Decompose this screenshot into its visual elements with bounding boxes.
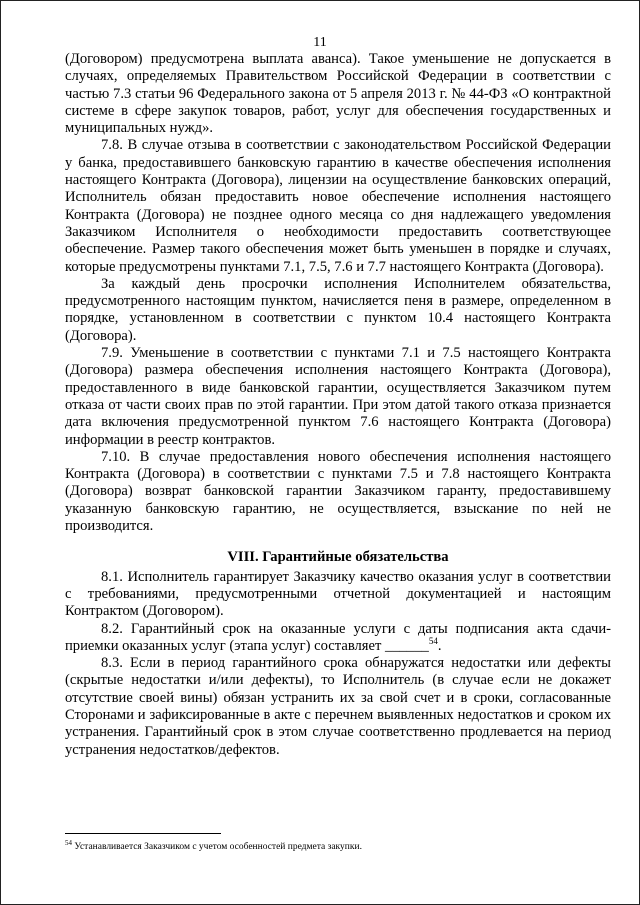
section-title: VIII. Гарантийные обязательства <box>227 549 449 566</box>
footnote-divider <box>65 833 221 834</box>
footnote-reference[interactable]: 54 <box>428 635 438 646</box>
paragraph-7-8-penalty: За каждый день просрочки исполнения Исполнителем обязательства, предусмотренного настоящим пунктом, начисляется пеня в размере, определенном в порядке, установленном в соответствии с пунктом 10.4 настоящего Контракта (Договора). <box>65 275 611 344</box>
footnote-number: 54 <box>65 838 72 847</box>
paragraph-continuation: (Договором) предусмотрена выплата аванса). Такое уменьшение не допускается в случаях, определяемых Правительством Российской Федерации в соответствии с частью 7.3 статьи 96 Федерального закона от 5 апреля 2013 г. № 44-ФЗ «О контрактной системе в сфере закупок товаров, работ, услуг для обеспечения государственных и муниципальных нужд». <box>65 51 611 137</box>
paragraph-8-1: 8.1. Исполнитель гарантирует Заказчику качество оказания услуг в соответствии с требованиями, предусмотренными отчетной документацией и настоящим Контрактом (Договором). <box>65 568 611 620</box>
paragraph-7-9: 7.9. Уменьшение в соответствии с пунктами 7.1 и 7.5 настоящего Контракта (Договора) размера обеспечения исполнения настоящего Контракта (Договора), предоставленного в виде банковской гарантии, осуществляется Заказчиком путем отказа от части своих прав по этой гарантии. При этом датой такого отказа признается дата включения предусмотренной пунктом 7.6 настоящего Контракта (Договора) информации в реестр контрактов. <box>65 345 611 448</box>
paragraph-7-8: 7.8. В случае отзыва в соответствии с законодательством Российской Федерации у банка, предоставившего банковскую гарантию в качестве обеспечения исполнения настоящего Контракта (Договора), лицензии на осуществление банковских операций, Исполнитель обязан предоставить новое обеспечение исполнения настоящего Контракта (Договора) не позднее одного месяца со дня надлежащего уведомления Заказчиком Исполнителя о необходимости предоставить соответствующее обеспечение. Размер такого обеспечения может быть уменьшен в порядке и случаях, которые предусмотрены пунктами 7.1, 7.5, 7.6 и 7.7 настоящего Контракта (Договора). <box>65 137 611 275</box>
blank-field: ______ <box>385 637 429 654</box>
page-number: 11 <box>313 35 327 50</box>
document-body <box>65 51 611 759</box>
paragraph-8-2-text: 8.2. Гарантийный срок на оказанные услуги с даты подписания акта сдачи-приемки оказанных услуг (этапа услуг) составляет <box>65 620 611 654</box>
paragraph-8-3: 8.3. Если в период гарантийного срока обнаружатся недостатки или дефекты (скрытые недостатки и/или дефекты), то Исполнитель (в случае если не докажет отсутствие своей вины) обязан устранить их за свой счет и в сроки, согласованные Сторонами и зафиксированные в акте с перечнем выявленных недостатков и сроком их устранения. Гарантийный срок в этом случае соответственно продлевается на период устранения недостатков/дефектов. <box>65 655 611 758</box>
paragraph-8-2-end: . <box>437 637 442 654</box>
footnote <box>65 838 611 853</box>
paragraph-8-2 <box>65 621 611 656</box>
footnote-text: Устанавливается Заказчиком с учетом особенностей предмета закупки. <box>72 842 362 852</box>
paragraph-7-10: 7.10. В случае предоставления нового обеспечения исполнения настоящего Контракта (Договора) в соответствии с пунктами 7.5 и 7.8 настоящего Контракта (Договора) возврат банковской гарантии Заказчиком гаранту, предоставившему указанную банковскую гарантию, не осуществляется, взыскание по ней не производится. <box>65 448 611 535</box>
